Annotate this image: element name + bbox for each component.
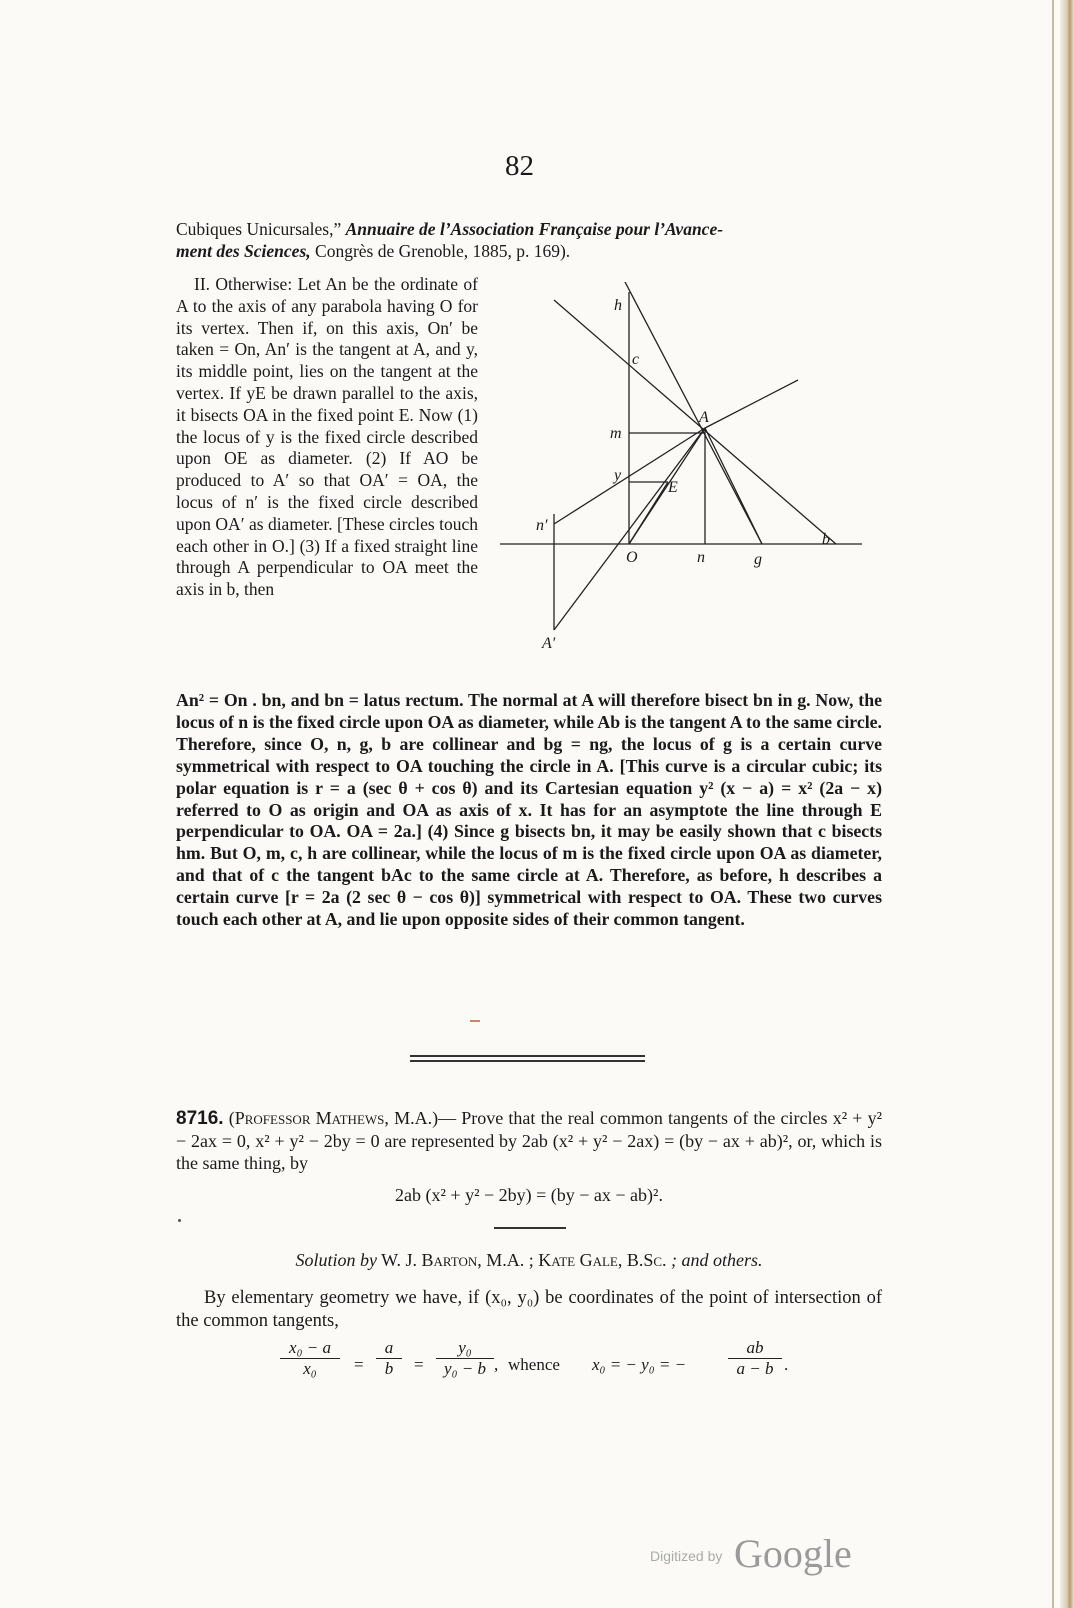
- label-n-prime: n′: [536, 517, 548, 534]
- label-A-prime: A′: [542, 635, 556, 652]
- fraction-2: [376, 1338, 402, 1379]
- fraction-2-den: b: [384, 1359, 394, 1378]
- fraction-1: [280, 1338, 340, 1379]
- section-rule-top: [410, 1055, 645, 1057]
- watermark-small: Digitized by: [650, 1548, 723, 1564]
- digitized-watermark: [650, 1530, 870, 1576]
- label-y: y: [614, 467, 622, 484]
- line-h-g: [624, 282, 762, 544]
- fraction-3-den: y₀ − b: [444, 1359, 486, 1378]
- question-8716: [176, 1107, 882, 1174]
- short-rule: [494, 1227, 566, 1229]
- fraction-4: [728, 1338, 782, 1379]
- header-line2-plain: Congrès de Grenoble, 1885, p. 169).: [310, 240, 571, 261]
- header-citation: [176, 219, 882, 262]
- page-number: 82: [505, 150, 534, 182]
- tangent-bAc: [554, 300, 836, 544]
- header-line1-plain: Cubiques Unicursales,”: [176, 219, 346, 239]
- solution-prefix: Solution by: [295, 1250, 377, 1270]
- left-column: [176, 274, 478, 601]
- fraction-4-den: a − b: [736, 1359, 774, 1378]
- solution-suffix: ; and others.: [666, 1250, 763, 1270]
- equals-1: =: [354, 1355, 364, 1374]
- stray-dot: [178, 1219, 181, 1222]
- question-number: 8716.: [176, 1108, 224, 1129]
- fraction-1-num: x₀ − a: [280, 1338, 340, 1359]
- fraction-3-num: y₀: [436, 1338, 494, 1359]
- solution-author1: W. J. Barton, M.A. ;: [376, 1250, 539, 1270]
- label-E: E: [668, 479, 678, 496]
- line-A-g: [705, 428, 762, 544]
- line-A-upper: [705, 380, 798, 428]
- question-equation: 2ab (x² + y² − 2by) = (by − ax − ab)².: [395, 1185, 663, 1205]
- label-m: m: [610, 425, 622, 442]
- geometry-figure: [500, 282, 880, 674]
- fraction-1-den: x₀: [303, 1359, 317, 1378]
- page-edge-line: [1052, 0, 1054, 1608]
- header-line1-italic: Annuaire de l’Association Française pour l’Avance-: [345, 219, 724, 239]
- equals-2: =: [414, 1355, 424, 1374]
- formula-period: .: [784, 1355, 789, 1374]
- solution-text: By elementary geometry we have, if (x₀, y₀) be coordinates of the point of intersection of the common tangents,: [176, 1288, 882, 1331]
- label-A: A: [699, 409, 709, 426]
- solution-author2: Kate Gale, B.Sc.: [538, 1250, 667, 1270]
- fraction-4-num: ab: [728, 1338, 782, 1359]
- ink-mark: [470, 1020, 480, 1022]
- formula-rhs: x₀ = − y₀ = −: [592, 1355, 687, 1374]
- label-g: g: [754, 551, 762, 568]
- label-c: c: [632, 351, 640, 368]
- formula-comma: ,: [494, 1355, 499, 1374]
- label-h: h: [614, 297, 622, 314]
- solution-heading: [176, 1250, 882, 1271]
- left-column-text: II. Otherwise: Let An be the ordinate of A to the axis of any parabola having O for its vertex. Then if, on this axis, On′ be taken = On, An′ is the tangent at A, and y, its middle point, lies on the tangent at the vertex. If yE be drawn parallel to the axis, it bisects OA in the fixed point E. Now (1) the locus of y is the fixed circle described upon OE as diameter. (2) If AO be produced to A′ so that OA′ = OA, the locus of n′ is the fixed circle described upon OA′ as diameter. [These circles touch each other in O.] (3) If a fixed straight line through A perpendicular to OA meet the axis in b, then: [176, 274, 478, 600]
- label-O: O: [626, 549, 638, 566]
- header-line2-italic: ment des Sciences,: [176, 240, 311, 261]
- question-text: — Prove that the real common tangents of the circles x² + y² − 2ax = 0, x² + y² − 2by = 0 are represented by 2ab (x² + y² − 2ax) = (by − ax + ab)², or, which is the same thing, by: [176, 1108, 882, 1173]
- solution-formula: [280, 1338, 820, 1398]
- line-O-h: [629, 428, 705, 544]
- page-edge: [1060, 0, 1074, 1608]
- fraction-2-num: a: [376, 1338, 402, 1359]
- continuation-paragraph: [176, 690, 882, 931]
- formula-whence: whence: [508, 1355, 560, 1374]
- label-b: b: [822, 531, 830, 548]
- section-rule-bottom: [410, 1060, 645, 1062]
- continuation-text: An² = On . bn, and bn = latus rectum. The normal at A will therefore bisect bn in g. Now, the locus of n is the fixed circle upon OA as diameter, while Ab is the tangent A to the same circle. Therefore, since O, n, g, b are collinear and bg = ng, the locus of g is a certain curve symmetrical with respect to OA touching the circle in A. [This curve is a circular cubic; its polar equation is r = a (sec θ + cos θ) and its Cartesian equation y² (x − a) = x² (2a − x) referred to O as origin and OA as axis of x. It has for an asymptote the line through E perpendicular to OA. OA = 2a.] (4) Since g bisects bn, it may be easily shown that c bisects hm. But O, m, c, h are collinear, while the locus of m is the fixed circle upon OA as diameter, and that of c the tangent bAc to the same circle at A. Therefore, as before, h describes a certain curve [r = 2a (2 sec θ − cos θ)] symmetrical with respect to OA. These two curves touch each other at A, and lie upon opposite sides of their common tangent.: [176, 690, 882, 930]
- solution-paragraph: [176, 1287, 882, 1333]
- fraction-3: [436, 1338, 494, 1379]
- question-author: (Professor Mathews, M.A.): [228, 1108, 439, 1128]
- google-logo: Google: [734, 1531, 852, 1576]
- label-n: n: [697, 549, 705, 566]
